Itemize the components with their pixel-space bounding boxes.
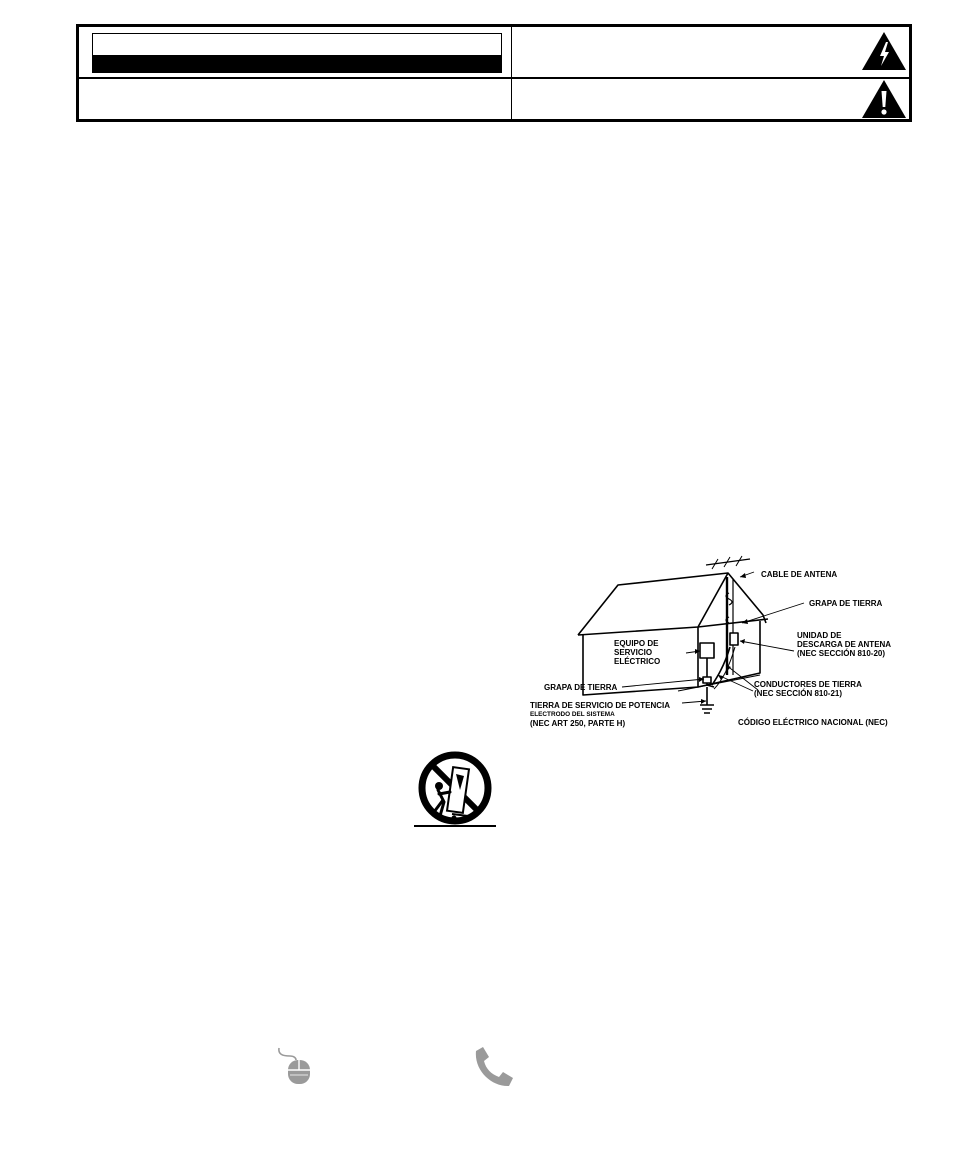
table-row-divider bbox=[79, 77, 909, 79]
label-service-equipment-2: SERVICIO bbox=[614, 648, 653, 657]
label-national-electric-code: CÓDIGO ELÉCTRICO NACIONAL (NEC) bbox=[738, 718, 888, 727]
label-ground-clamp-top: GRAPA DE TIERRA bbox=[809, 599, 883, 608]
antenna-grounding-diagram bbox=[528, 555, 904, 740]
warning-table bbox=[76, 24, 912, 122]
computer-mouse-icon bbox=[276, 1046, 314, 1086]
lightning-bolt-warning-icon bbox=[861, 31, 907, 71]
caution-header-black-band bbox=[93, 55, 501, 72]
label-power-ground-3: (NEC ART 250, PARTE H) bbox=[530, 719, 626, 728]
label-discharge-unit-2: DESCARGA DE ANTENA bbox=[797, 640, 892, 649]
label-discharge-unit-3: (NEC SECCIÓN 810-20) bbox=[797, 649, 886, 658]
label-power-ground-2: ELECTRODO DEL SISTEMA bbox=[530, 711, 615, 718]
label-service-equipment-1: EQUIPO DE bbox=[614, 639, 659, 648]
label-power-ground-1: TIERRA DE SERVICIO DE POTENCIA bbox=[530, 701, 671, 710]
label-ground-conductors-2: (NEC SECCIÓN 810-21) bbox=[754, 689, 843, 698]
label-discharge-unit-1: UNIDAD DE bbox=[797, 631, 842, 640]
table-column-divider bbox=[511, 27, 512, 119]
caution-header-box bbox=[92, 33, 502, 73]
label-antenna-lead: CABLE DE ANTENA bbox=[761, 570, 838, 579]
telephone-handset-icon bbox=[470, 1045, 516, 1089]
exclamation-warning-icon bbox=[861, 79, 907, 119]
label-ground-conductors-1: CONDUCTORES DE TIERRA bbox=[754, 680, 862, 689]
no-tip-over-cart-icon bbox=[412, 750, 498, 830]
label-service-equipment-3: ELÉCTRICO bbox=[614, 657, 661, 666]
label-ground-clamp-bottom: GRAPA DE TIERRA bbox=[544, 683, 618, 692]
